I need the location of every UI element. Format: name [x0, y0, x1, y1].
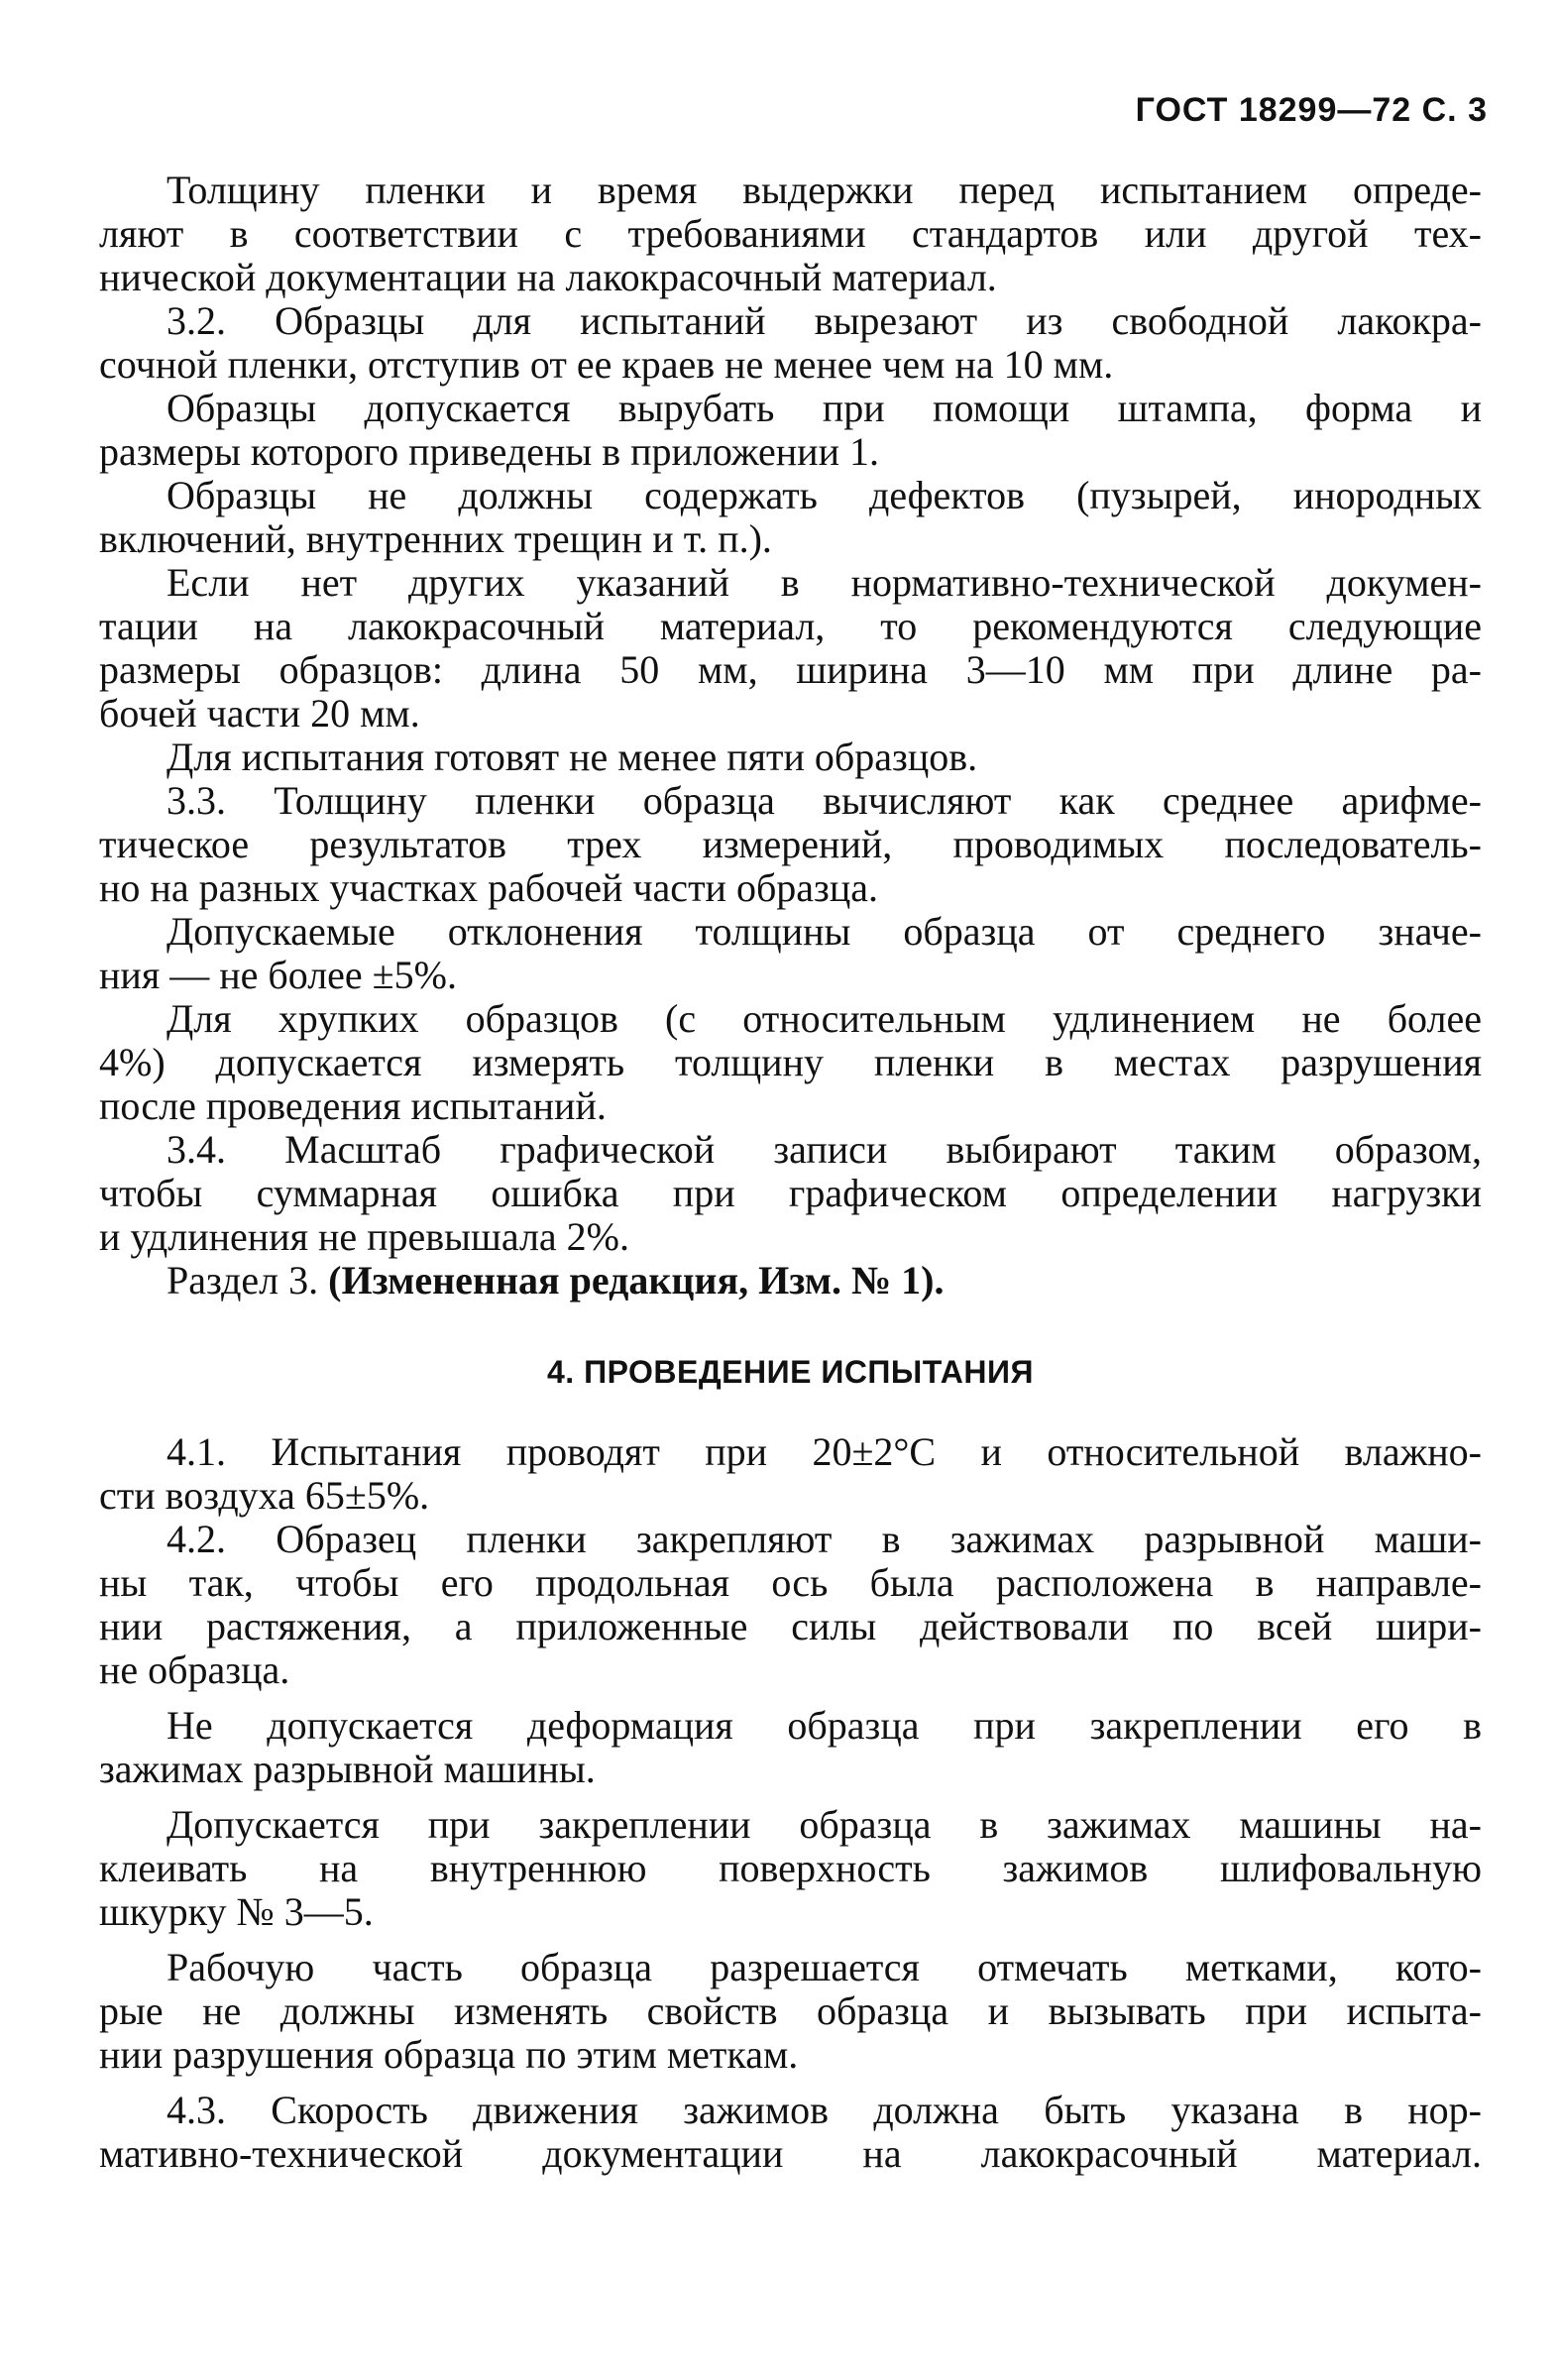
paragraph-3-2-stamp	[99, 387, 1482, 474]
text-line: Рабочую часть образца разрешается отмечать метками, кото-	[167, 1945, 1482, 1989]
text-line: тическое результатов трех измерений, проводимых последователь-	[99, 822, 1482, 866]
text-line: 4.3. Скорость движения зажимов должна быть указана в нор-	[167, 2088, 1482, 2132]
text-line: 4.1. Испытания проводят при 20±2°С и относительной влажно-	[167, 1429, 1482, 1474]
text-line: Не допускается деформация образца при закреплении его в	[167, 1703, 1482, 1748]
paragraph-4-2-sandpaper	[99, 1803, 1482, 1934]
paragraph-3-1-cont	[99, 169, 1482, 299]
text-line: и удлинения не превышала 2%.	[99, 1214, 629, 1259]
text-line: не образца.	[99, 1647, 290, 1692]
text-line: мативно-технической документации на лакокрасочный материал.	[99, 2131, 1482, 2176]
text-line: 3.3. Толщину пленки образца вычисляют как среднее арифме-	[167, 778, 1482, 823]
text-line: после проведения испытаний.	[99, 1083, 607, 1128]
text-line: бочей части 20 мм.	[99, 691, 420, 736]
text-line: 3.4. Масштаб графической записи выбирают таким образом,	[167, 1127, 1482, 1172]
text-line: зажимах разрывной машины.	[99, 1747, 596, 1791]
paragraph-3-3-tolerance	[99, 910, 1482, 997]
amendment-note: (Измененная редакция, Изм. № 1).	[328, 1258, 945, 1303]
text-line: шкурку № 3—5.	[99, 1889, 374, 1934]
text-line: сти воздуха 65±5%.	[99, 1473, 430, 1518]
paragraph-3-3-brittle	[99, 997, 1482, 1128]
paragraph-3-2	[99, 299, 1482, 387]
text-line: сочной пленки, отступив от ее краев не менее чем на 10 мм.	[99, 342, 1114, 387]
text-line: размеры которого приведены в приложении 1.	[99, 429, 879, 474]
amendment-prefix: Раздел 3.	[167, 1258, 329, 1303]
text-line: ны так, чтобы его продольная ось была расположена в направле-	[99, 1560, 1482, 1605]
text-line: нической документации на лакокрасочный материал.	[99, 255, 997, 299]
paragraph-3-3	[99, 779, 1482, 910]
paragraph-3-2-count	[99, 736, 1482, 779]
text-line: Толщину пленки и время выдержки перед испытанием опреде-	[167, 168, 1482, 212]
text-line	[99, 1259, 1482, 1303]
section-4-heading: 4. ПРОВЕДЕНИЕ ИСПЫТАНИЯ	[546, 1354, 1034, 1390]
text-line: ляют в соответствии с требованиями стандартов или другой тех-	[99, 211, 1482, 256]
text-line: нии растяжения, а приложенные силы действовали по всей шири-	[99, 1604, 1482, 1648]
text-line: включений, внутренних трещин и т. п.).	[99, 516, 772, 561]
paragraph-4-2-marks	[99, 1946, 1482, 2077]
paragraph-3-4	[99, 1128, 1482, 1259]
text-line: чтобы суммарная ошибка при графическом определении нагрузки	[99, 1171, 1482, 1215]
document-body	[99, 169, 1482, 2176]
text-line: но на разных участках рабочей части образца.	[99, 865, 879, 910]
text-line: размеры образцов: длина 50 мм, ширина 3—10 мм при длине ра-	[99, 647, 1482, 692]
text-line: Образцы не должны содержать дефектов (пузырей, инородных	[167, 473, 1482, 517]
text-line: ния — не более ±5%.	[99, 953, 457, 997]
text-line: Для испытания готовят не менее пяти образцов.	[167, 735, 978, 779]
text-line: 3.2. Образцы для испытаний вырезают из свободной лакокра-	[167, 298, 1482, 343]
text-line: Если нет других указаний в нормативно-технической докумен-	[167, 560, 1482, 605]
paragraph-3-2-defects	[99, 474, 1482, 561]
paragraph-section3-amendment	[99, 1259, 1482, 1303]
text-line: клеивать на внутреннюю поверхность зажимов шлифовальную	[99, 1846, 1482, 1890]
text-line: Образцы допускается вырубать при помощи штампа, форма и	[167, 386, 1482, 430]
text-line: Для хрупких образцов (с относительным удлинением не более	[167, 996, 1482, 1041]
paragraph-4-1	[99, 1430, 1482, 1518]
text-line: рые не должны изменять свойств образца и вызывать при испыта-	[99, 1988, 1482, 2033]
paragraph-4-2	[99, 1518, 1482, 1692]
text-line: Допускается при закреплении образца в зажимах машины на-	[167, 1802, 1482, 1847]
paragraph-4-2-deformation	[99, 1704, 1482, 1791]
paragraph-3-2-sizes	[99, 561, 1482, 736]
text-line: нии разрушения образца по этим меткам.	[99, 2032, 799, 2077]
text-line: Допускаемые отклонения толщины образца от среднего значе-	[167, 909, 1482, 954]
text-line: 4.2. Образец пленки закрепляют в зажимах разрывной маши-	[167, 1517, 1482, 1561]
text-line: тации на лакокрасочный материал, то рекомендуются следующие	[99, 604, 1482, 648]
paragraph-4-3	[99, 2089, 1482, 2176]
text-line: 4%) допускается измерять толщину пленки в местах разрушения	[99, 1040, 1482, 1084]
page-header: ГОСТ 18299—72 С. 3	[1135, 91, 1488, 129]
